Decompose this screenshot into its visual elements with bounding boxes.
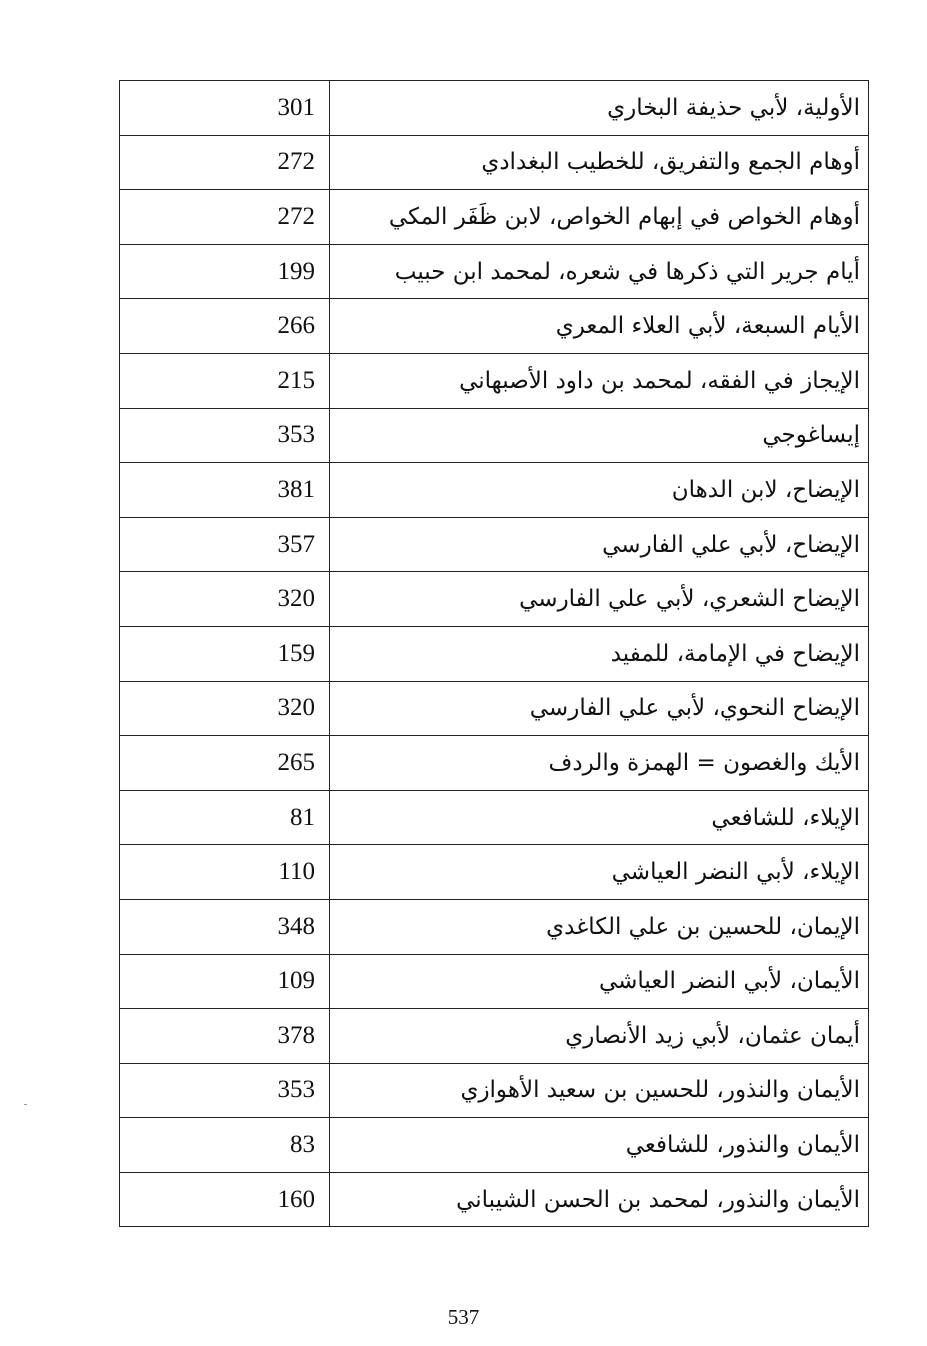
entry-title: الإيلاء، لأبي النضر العياشي xyxy=(330,845,869,900)
table-row xyxy=(120,736,869,791)
entry-title: الأولية، لأبي حذيفة البخاري xyxy=(330,81,869,136)
footer-page-number: 537 xyxy=(447,1305,480,1329)
table-row xyxy=(120,81,869,136)
table-row xyxy=(120,190,869,245)
entry-title: الإيضاح الشعري، لأبي علي الفارسي xyxy=(330,572,869,627)
entry-title: الأيمان، لأبي النضر العياشي xyxy=(330,954,869,1009)
table-row xyxy=(120,626,869,681)
entry-page-number: 265 xyxy=(120,736,330,791)
entry-title: أيمان عثمان، لأبي زيد الأنصاري xyxy=(330,1009,869,1064)
entry-page-number: 159 xyxy=(120,626,330,681)
entry-page-number: 215 xyxy=(120,353,330,408)
entry-title: أيام جرير التي ذكرها في شعره، لمحمد ابن حبيب xyxy=(330,244,869,299)
entry-title: الأيمان والنذور، للحسين بن سعيد الأهوازي xyxy=(330,1063,869,1118)
entry-title: الأيام السبعة، لأبي العلاء المعري xyxy=(330,299,869,354)
entry-title: الإيضاح النحوي، لأبي علي الفارسي xyxy=(330,681,869,736)
table-row xyxy=(120,899,869,954)
index-table xyxy=(119,80,869,1227)
entry-title: الإيضاح، لابن الدهان xyxy=(330,463,869,518)
entry-page-number: 357 xyxy=(120,517,330,572)
entry-page-number: 272 xyxy=(120,190,330,245)
entry-title: إيساغوجي xyxy=(330,408,869,463)
table-row xyxy=(120,1118,869,1173)
table-row xyxy=(120,845,869,900)
entry-title: الإيضاح، لأبي علي الفارسي xyxy=(330,517,869,572)
margin-mark xyxy=(24,1104,27,1105)
entry-title: الإيمان، للحسين بن علي الكاغدي xyxy=(330,899,869,954)
entry-page-number: 199 xyxy=(120,244,330,299)
table-row xyxy=(120,244,869,299)
entry-title: الأيمان والنذور، للشافعي xyxy=(330,1118,869,1173)
table-row xyxy=(120,135,869,190)
table-row xyxy=(120,517,869,572)
entry-page-number: 81 xyxy=(120,790,330,845)
index-table-body xyxy=(120,81,869,1227)
table-row xyxy=(120,1172,869,1227)
entry-page-number: 301 xyxy=(120,81,330,136)
entry-page-number: 266 xyxy=(120,299,330,354)
entry-page-number: 381 xyxy=(120,463,330,518)
entry-page-number: 110 xyxy=(120,845,330,900)
table-row xyxy=(120,681,869,736)
entry-title: الإيضاح في الإمامة، للمفيد xyxy=(330,626,869,681)
entry-page-number: 109 xyxy=(120,954,330,1009)
table-row xyxy=(120,463,869,518)
table-row xyxy=(120,954,869,1009)
entry-page-number: 320 xyxy=(120,681,330,736)
entry-page-number: 353 xyxy=(120,408,330,463)
table-row xyxy=(120,572,869,627)
table-row xyxy=(120,1063,869,1118)
table-row xyxy=(120,299,869,354)
table-row xyxy=(120,1009,869,1064)
table-row xyxy=(120,353,869,408)
entry-page-number: 348 xyxy=(120,899,330,954)
entry-title: أوهام الخواص في إبهام الخواص، لابن ظَفَر المكي xyxy=(330,190,869,245)
entry-page-number: 160 xyxy=(120,1172,330,1227)
entry-page-number: 320 xyxy=(120,572,330,627)
entry-page-number: 353 xyxy=(120,1063,330,1118)
entry-title: الأيك والغصون = الهمزة والردف xyxy=(330,736,869,791)
table-row xyxy=(120,408,869,463)
entry-page-number: 83 xyxy=(120,1118,330,1173)
entry-title: الإيجاز في الفقه، لمحمد بن داود الأصبهاني xyxy=(330,353,869,408)
entry-title: الأيمان والنذور، لمحمد بن الحسن الشيباني xyxy=(330,1172,869,1227)
entry-title: أوهام الجمع والتفريق، للخطيب البغدادي xyxy=(330,135,869,190)
entry-page-number: 378 xyxy=(120,1009,330,1064)
entry-title: الإيلاء، للشافعي xyxy=(330,790,869,845)
table-row xyxy=(120,790,869,845)
entry-page-number: 272 xyxy=(120,135,330,190)
